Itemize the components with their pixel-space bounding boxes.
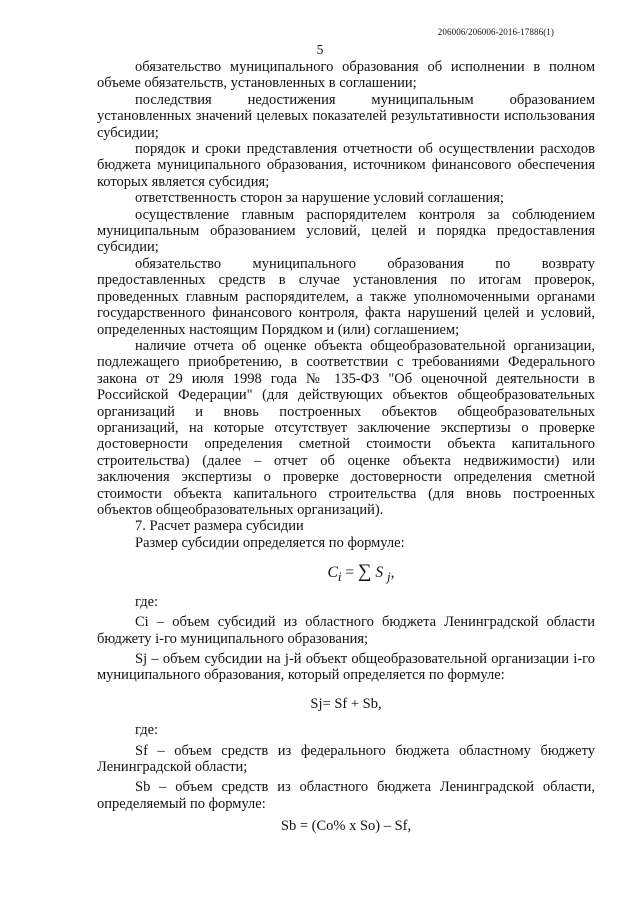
section-heading: 7. Расчет размера субсидии — [135, 518, 304, 535]
sum-symbol: ∑ — [357, 561, 372, 583]
document-body — [97, 59, 595, 835]
formula-lhs: C — [327, 564, 338, 582]
formula-subsidy-total — [97, 561, 595, 586]
paragraph: порядок и сроки представления отчетности об осуществлении расходов бюджета муниципального образования, источником финансового обеспечения которых является субсидия; — [97, 141, 595, 190]
formula-intro: Размер субсидии определяется по формуле: — [135, 534, 405, 551]
formula-rhs: S — [375, 564, 384, 582]
formula-equals: = — [341, 564, 358, 582]
paragraph: обязательство муниципального образования об исполнении в полном объеме обязательств, установленных в соглашении; — [97, 59, 595, 92]
formula-sj: Sj= Sf + Sb, — [310, 695, 382, 712]
formula-rhs-sub: j — [387, 569, 391, 585]
page-number: 5 — [316, 42, 324, 57]
document-id: 206006/206006-2016-17886(1) — [437, 27, 554, 37]
definition-ci: Ci – объем субсидий из областного бюджета Ленинградской области бюджету i-го муниципального образования; — [97, 614, 595, 647]
where-label: где: — [135, 722, 159, 739]
paragraph: осуществление главным распорядителем контроля за соблюдением муниципальным образованием условий, целей и порядка предоставления субсидии; — [97, 206, 595, 256]
formula-lhs-sub: i — [337, 569, 342, 585]
formula-sb: Sb = (Co% x So) – Sf, — [280, 818, 412, 835]
definition-sj: Sj – объем субсидии на j-й объект общеобразовательной организации i-го муниципального образования, который определяется по формуле: — [97, 650, 595, 684]
where-label: где: — [135, 593, 159, 610]
paragraph: ответственность сторон за нарушение условий соглашения; — [135, 190, 504, 207]
paragraph: последствия недостижения муниципальным образованием установленных значений целевых показателей результативности использования субсидии; — [97, 91, 595, 141]
definition-sb: Sb – объем средств из областного бюджета Ленинградской области, определяемый по формуле: — [97, 779, 595, 812]
formula-tail: , — [390, 564, 395, 582]
paragraph: наличие отчета об оценке объекта общеобразовательной организации, подлежащего приобретению, в соответствии с требованиями Федерального закона от 29 июля 1998 года № 135-ФЗ "Об оценочной деятельности в Российской Федерации" (для действующих объектов общеобразовательных организаций и вновь построенных объектов общеобразовательных организаций, на которые отсутствует заключение экспертизы о проверке достоверности определения сметной стоимости объекта капитального строительства) (далее – отчет об оценке объекта недвижимости) или заключения экспертизы о проверке достоверности определения сметной стоимости объекта капитального строительства (для вновь построенных объектов общеобразовательных организаций). — [97, 337, 595, 518]
definition-sf: Sf – объем средств из федерального бюджета областному бюджету Ленинградской области; — [97, 742, 595, 775]
paragraph: обязательство муниципального образования по возврату предоставленных средств в случае установления по итогам проверок, проведенных главным распорядителем, а также уполномоченными органами государственного финансового контроля, факта нарушений целей и условий, определенных настоящим Порядком и (или) соглашением; — [97, 255, 595, 338]
